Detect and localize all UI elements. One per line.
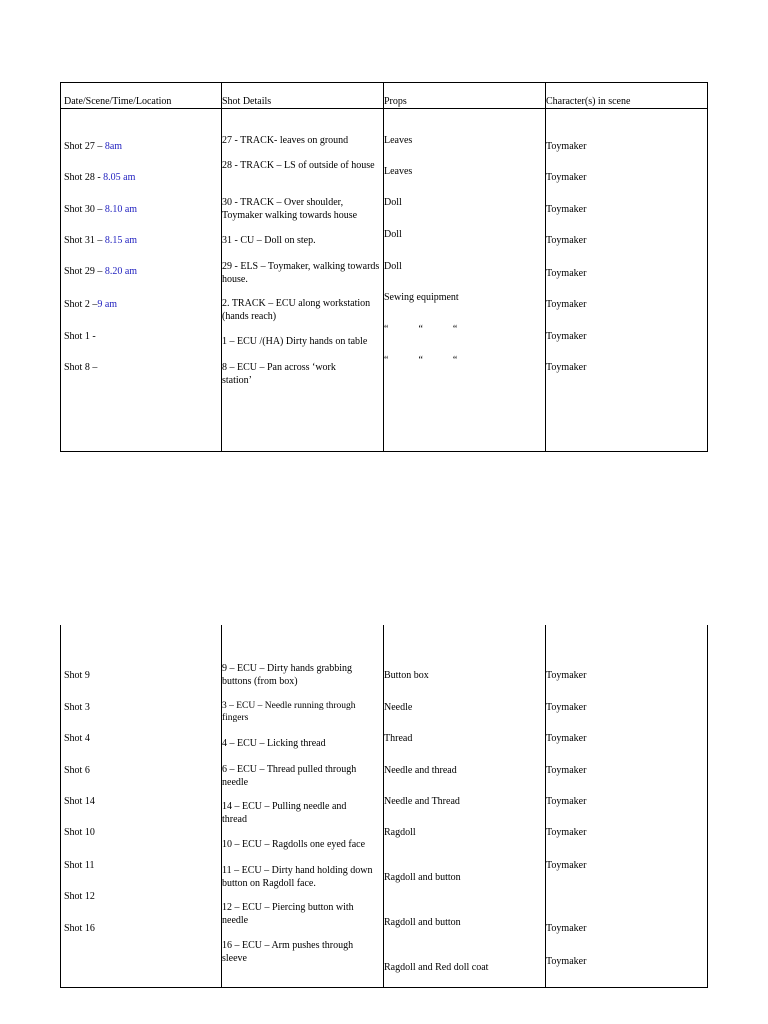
shot-label: Shot 1 - <box>64 331 96 342</box>
shot-label: Shot 2 –9 am <box>64 299 118 310</box>
header-characters: Character(s) in scene <box>546 96 631 107</box>
shot-time: 8.10 am <box>104 204 138 215</box>
header-date: Date/Scene/Time/Location <box>64 96 172 107</box>
shot-props: Ragdoll <box>384 827 416 838</box>
shot-label: Shot 14 <box>64 796 95 807</box>
shot-detail: 3 – ECU – Needle running through fingers <box>222 701 356 723</box>
shot-label: Shot 9 <box>64 670 90 681</box>
shot-label: Shot 12 <box>64 891 95 902</box>
shot-character: Toymaker <box>546 956 587 967</box>
shot-props: Leaves <box>384 166 413 177</box>
shot-label: Shot 28 - 8.05 am <box>64 172 136 183</box>
shot-props: Needle and Thread <box>384 796 460 807</box>
shot-detail: 4 – ECU – Licking thread <box>222 738 326 749</box>
shot-time: 8.15 am <box>104 235 138 246</box>
shot-props: Button box <box>384 670 429 681</box>
shot-props: “ “ “ <box>384 324 458 335</box>
shot-detail: 6 – ECU – Thread pulled through needle <box>222 764 357 788</box>
shot-label: Shot 27 – 8am <box>64 141 123 152</box>
shot-detail: 9 – ECU – Dirty hands grabbing buttons (from box) <box>222 663 352 687</box>
shot-time: 8.05 am <box>103 172 136 183</box>
shot-character: Toymaker <box>546 268 587 279</box>
shot-character: Toymaker <box>546 235 587 246</box>
shot-label: Shot 30 – 8.10 am <box>64 204 138 215</box>
shot-time: 9 am <box>97 299 118 310</box>
shot-detail: 27 - TRACK- leaves on ground <box>222 135 349 146</box>
shot-character: Toymaker <box>546 141 587 152</box>
shot-props: Needle <box>384 702 413 713</box>
shot-detail: 29 - ELS – Toymaker, walking towards house. <box>222 261 380 285</box>
shot-detail: 1 – ECU /(HA) Dirty hands on table <box>222 336 368 347</box>
shot-label: Shot 6 <box>64 765 90 776</box>
shot-character: Toymaker <box>546 204 587 215</box>
shot-props: Ragdoll and button <box>384 872 461 883</box>
shot-props: Sewing equipment <box>384 292 459 303</box>
shot-character: Toymaker <box>546 860 587 871</box>
shot-detail: 12 – ECU – Piercing button with needle <box>222 902 354 926</box>
shot-props: Ragdoll and button <box>384 917 461 928</box>
shot-detail: 31 - CU – Doll on step. <box>222 235 316 246</box>
shot-label: Shot 8 – <box>64 362 98 373</box>
shot-detail: 30 - TRACK – Over shoulder, Toymaker walking towards house <box>222 197 358 221</box>
shot-detail: 14 – ECU – Pulling needle and thread <box>222 801 347 825</box>
shot-character: Toymaker <box>546 702 587 713</box>
shot-detail: 11 – ECU – Dirty hand holding down button on Ragdoll face. <box>222 865 373 889</box>
shot-character: Toymaker <box>546 172 587 183</box>
shot-label: Shot 16 <box>64 923 95 934</box>
shot-props: Doll <box>384 261 402 272</box>
shot-label: Shot 29 – 8.20 am <box>64 266 138 277</box>
shot-props: Doll <box>384 197 402 208</box>
header-props: Props <box>384 96 407 107</box>
col-divider <box>60 625 61 988</box>
col-divider <box>60 82 61 452</box>
table-border-top <box>60 82 708 83</box>
table-border-bottom <box>60 987 708 988</box>
shot-detail: 16 – ECU – Arm pushes through sleeve <box>222 940 354 964</box>
shot-time: 8am <box>104 141 123 152</box>
shot-props: “ “ “ <box>384 355 458 366</box>
shot-table-2 <box>60 625 708 989</box>
shot-label: Shot 31 – 8.15 am <box>64 235 138 246</box>
shot-label: Shot 11 <box>64 860 95 871</box>
shot-props: Ragdoll and Red doll coat <box>384 962 489 973</box>
shot-character: Toymaker <box>546 362 587 373</box>
col-divider <box>707 625 708 988</box>
shot-character: Toymaker <box>546 299 587 310</box>
shot-label: Shot 3 <box>64 702 90 713</box>
shot-label: Shot 4 <box>64 733 90 744</box>
shot-detail: 28 - TRACK – LS of outside of house <box>222 160 375 171</box>
shot-props: Doll <box>384 229 402 240</box>
shot-label: Shot 10 <box>64 827 95 838</box>
shot-props: Needle and thread <box>384 765 457 776</box>
shot-character: Toymaker <box>546 827 587 838</box>
shot-detail: 10 – ECU – Ragdolls one eyed face <box>222 839 366 850</box>
shot-character: Toymaker <box>546 670 587 681</box>
col-divider <box>545 82 546 452</box>
header-shot-details: Shot Details <box>222 96 272 107</box>
shot-detail: 8 – ECU – Pan across ‘work station’ <box>222 362 336 386</box>
shot-detail: 2. TRACK – ECU along workstation (hands reach) <box>222 298 371 322</box>
shot-character: Toymaker <box>546 331 587 342</box>
shot-time: 8.20 am <box>104 266 138 277</box>
shot-table-1 <box>60 82 708 452</box>
shot-character: Toymaker <box>546 796 587 807</box>
shot-character: Toymaker <box>546 733 587 744</box>
shot-props: Leaves <box>384 135 413 146</box>
col-divider <box>707 82 708 452</box>
shot-character: Toymaker <box>546 923 587 934</box>
table-border-bottom <box>60 451 708 452</box>
shot-props: Thread <box>384 733 413 744</box>
shot-character: Toymaker <box>546 765 587 776</box>
